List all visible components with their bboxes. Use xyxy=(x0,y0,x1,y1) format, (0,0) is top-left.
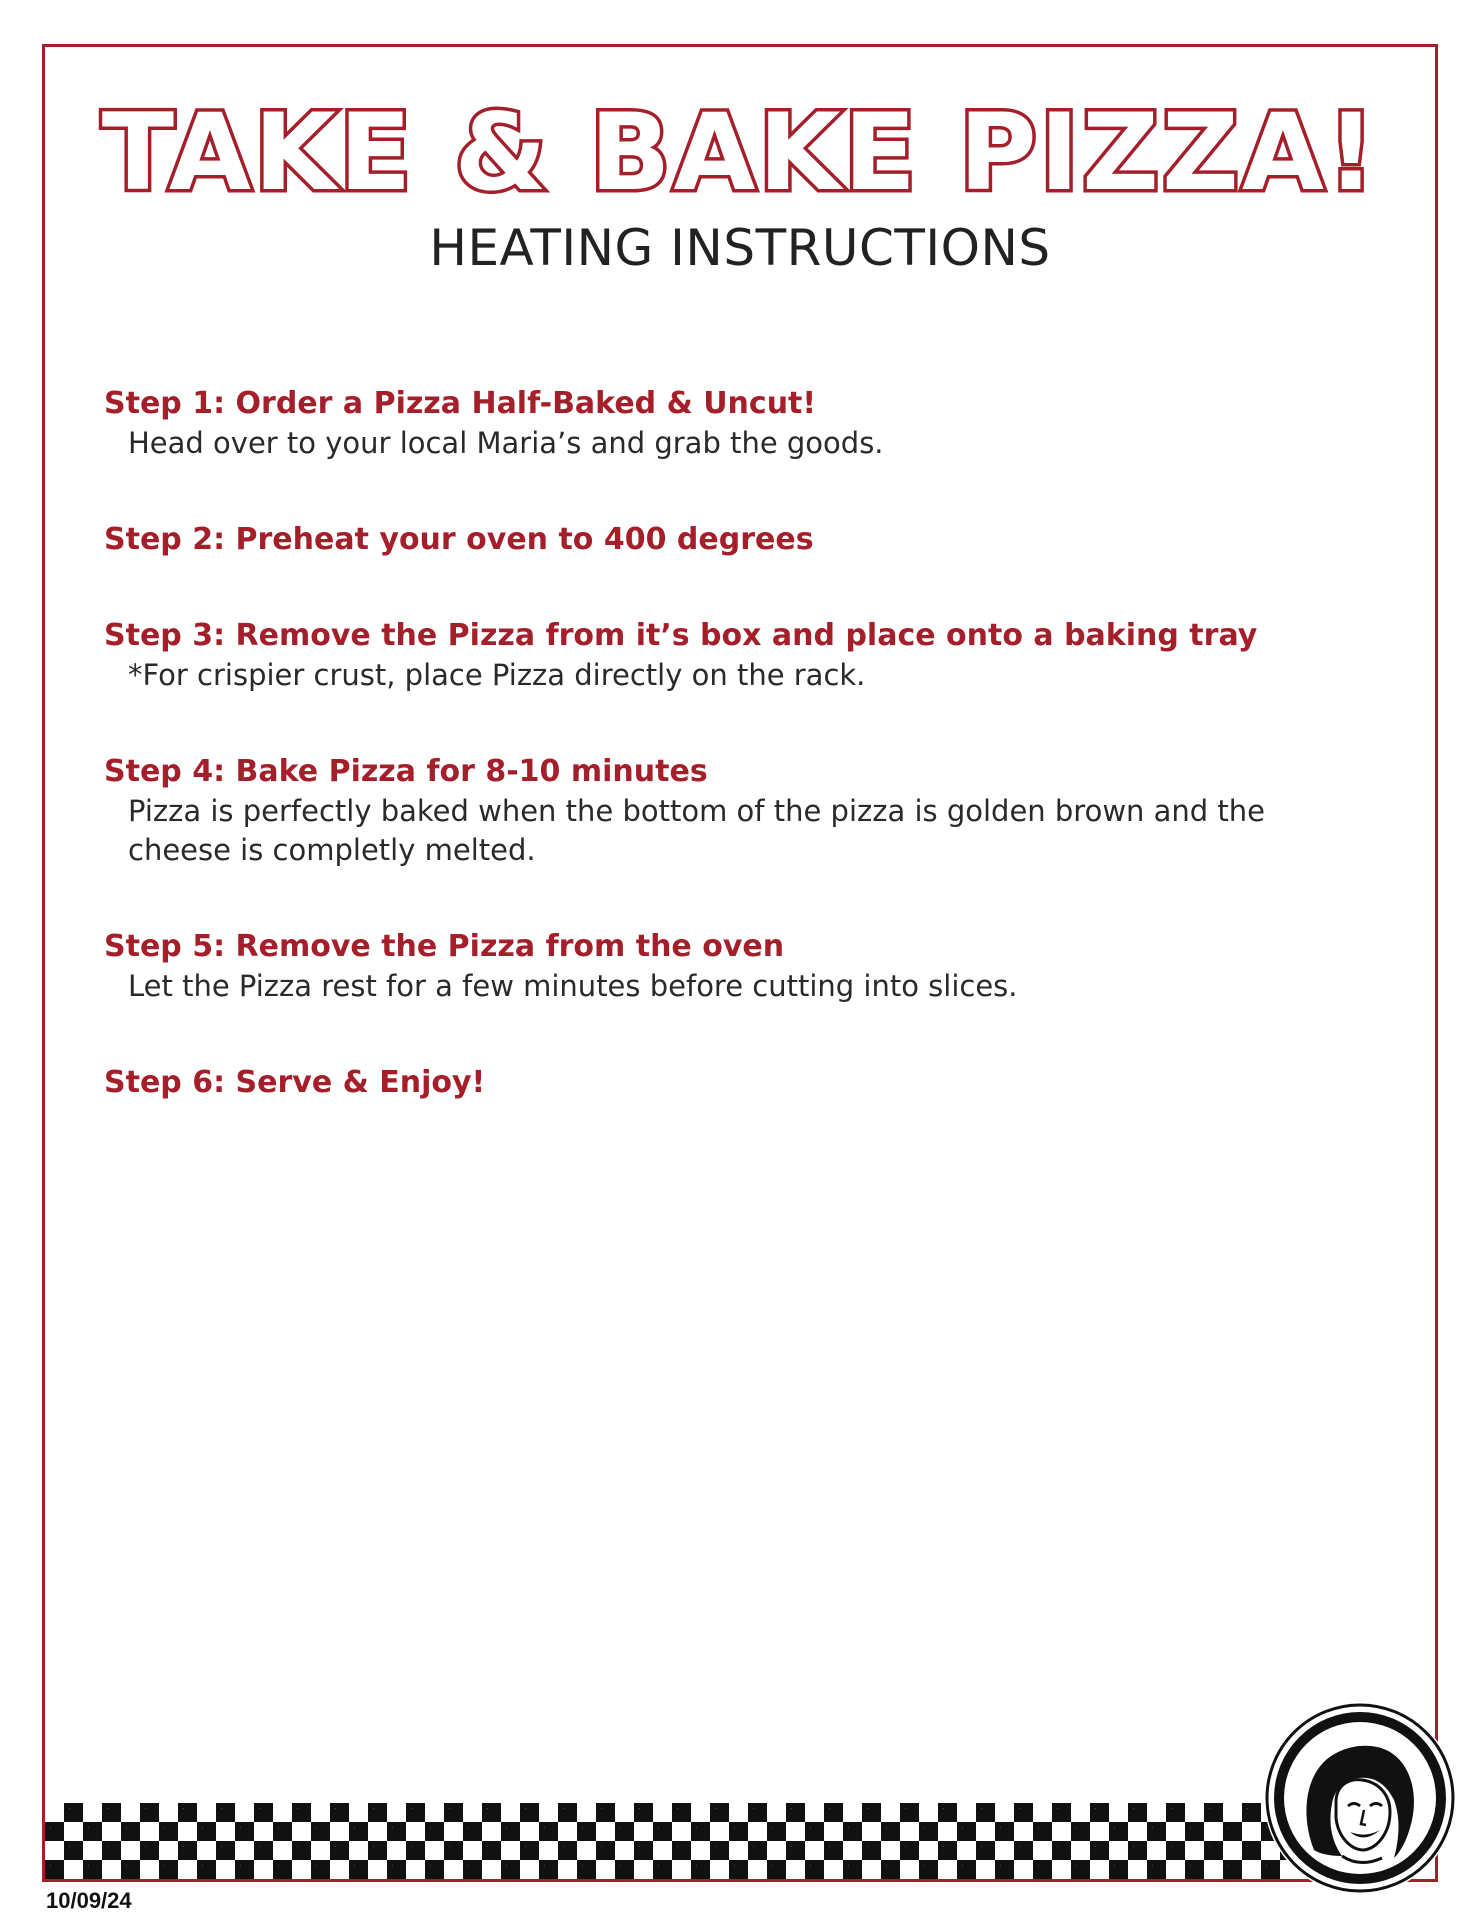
step-heading: Step 2: Preheat your oven to 400 degrees xyxy=(104,522,814,557)
step-1 xyxy=(104,384,1364,463)
step-heading: Step 3: Remove the Pizza from it’s box and place onto a baking tray xyxy=(104,618,1258,653)
date-stamp: 10/09/24 xyxy=(46,1888,132,1913)
step-heading: Step 5: Remove the Pizza from the oven xyxy=(104,929,785,964)
step-6 xyxy=(104,1063,1364,1103)
step-body: Let the Pizza rest for a few minutes before cutting into slices. xyxy=(128,969,1018,1003)
step-5 xyxy=(104,927,1364,1006)
step-heading: Step 6: Serve & Enjoy! xyxy=(104,1065,486,1100)
step-4 xyxy=(104,752,1364,870)
step-3 xyxy=(104,616,1364,695)
checkerboard-strip xyxy=(45,1803,1295,1879)
page-subtitle: HEATING INSTRUCTIONS xyxy=(429,219,1051,277)
step-heading: Step 1: Order a Pizza Half-Baked & Uncut! xyxy=(104,386,817,421)
step-body: Head over to your local Maria’s and grab the goods. xyxy=(128,426,884,460)
step-body: Pizza is perfectly baked when the bottom of the pizza is golden brown and the cheese is completly melted. xyxy=(128,794,1266,867)
step-heading: Step 4: Bake Pizza for 8-10 minutes xyxy=(104,754,708,789)
step-body: *For crispier crust, place Pizza directly on the rack. xyxy=(128,658,866,692)
step-2 xyxy=(104,520,1364,560)
woman-portrait-logo-icon xyxy=(1262,1700,1458,1896)
page-title: TAKE & BAKE PIZZA! xyxy=(101,91,1379,214)
